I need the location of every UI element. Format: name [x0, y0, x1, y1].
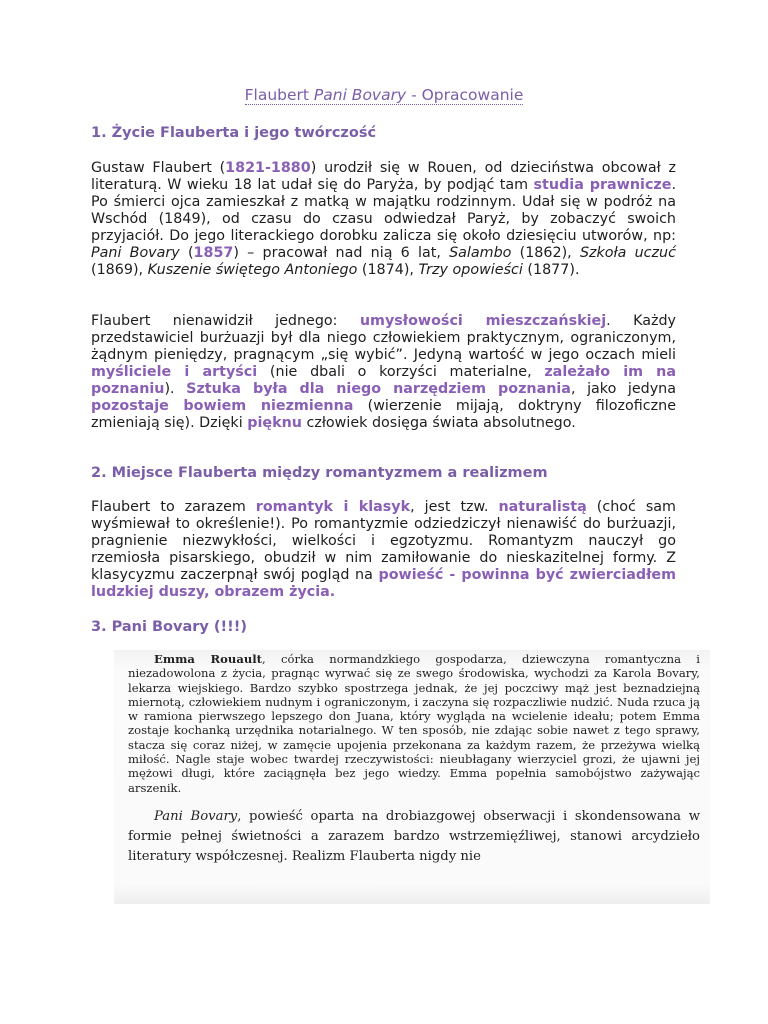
title-post: - Opracowanie [406, 86, 524, 104]
scan-paragraph-2 [114, 795, 710, 867]
highlight-term: zależało im na poznaniu [91, 364, 676, 397]
scan-italic-title: Pani Bovary [154, 808, 238, 824]
highlight-term: Sztuka była dla niego narzędziem poznania [186, 381, 571, 397]
text-run: ( [179, 245, 194, 261]
highlight-years: 1821-1880 [225, 160, 311, 176]
highlight-year: 1857 [193, 245, 234, 261]
text-run: (wierzenie mijają, doktryny filozoficzne zmieniają się). Dzięki [91, 398, 676, 431]
highlight-term: pozostaje bowiem niezmienna [91, 398, 354, 414]
section-1-paragraph-1 [91, 160, 676, 279]
text-run: . Po śmierci ojca zamieszkał z matką w majątku rodzinnym. Udał się w podróż na Wschód (1849), od czasu do czasu odwiedzał Paryż, by zobaczyć swoich przyjaciół. Do jego literackiego dorobku zalicza się około dziesięciu utworów, np: [91, 177, 676, 244]
italic-title: Szkoła uczuć [579, 245, 676, 261]
text-run: człowiek dosięga świata absolutnego. [301, 415, 576, 431]
document-title-link[interactable] [245, 86, 524, 105]
scanned-book-excerpt [114, 650, 710, 904]
title-pre: Flaubert [244, 86, 314, 104]
text-run: , powieść oparta na drobiazgowej obserwacji i skondensowana w formie pełnej świetności a zarazem bardzo wstrzemięźliwej, stanowi arcydzieło literatury współczesnej. Realizm Flauberta nigdy nie [128, 808, 700, 864]
section-2-paragraph-1 [91, 499, 676, 601]
highlight-term: romantyk i klasyk [255, 499, 411, 515]
italic-title: Trzy opowieści [418, 262, 523, 278]
scan-bold-name: Emma Rouault [154, 652, 263, 666]
section-2-heading: 2. Miejsce Flauberta między romantyzmem a realizmem [91, 465, 548, 481]
text-run: ) urodził się w Rouen, od dzieciństwa obcował z literaturą. W wieku 18 lat udał się do Paryża, by podjąć tam [91, 160, 676, 193]
section-1-paragraph-2 [91, 313, 676, 432]
italic-title: Pani Bovary [91, 245, 180, 261]
text-run: Gustaw Flaubert ( [91, 160, 226, 176]
document-title [0, 86, 768, 104]
text-run: Flaubert nienawidził jednego: [91, 313, 360, 329]
section-1-heading: 1. Życie Flauberta i jego twórczość [91, 125, 377, 141]
highlight-term: pięknu [247, 415, 302, 431]
text-run: . Każdy przedstawiciel burżuazji był dla niego człowiekiem praktycznym, ograniczonym, żądnym pieniędzy, pragnącym „się wybić”. Jedyną wartość w jego oczach mieli [91, 313, 677, 363]
text-run: ). [164, 381, 187, 397]
title-italic: Pani Bovary [313, 86, 407, 104]
italic-title: Salambo [449, 245, 512, 261]
text-run: Flaubert to zarazem [91, 499, 256, 515]
section-3-heading: 3. Pani Bovary (!!!) [91, 619, 248, 635]
text-run: , jest tzw. [410, 499, 499, 515]
highlight-term: powieść - powinna być zwierciadłem ludzkiej duszy, obrazem życia. [91, 567, 676, 600]
text-run: (1869), [91, 262, 148, 278]
italic-title: Kuszenie świętego Antoniego [147, 262, 358, 278]
text-run: (1862), [511, 245, 580, 261]
text-run: (choć sam wyśmiewał to określenie!). Po romantyzmie odziedziczył nienawiść do burżuazji, pragnienie niezwykłości, wielkości i egzotyzmu. Romantyzm nauczył go rzemiosła pisarskiego, obudził w nim zamiłowanie do nieskazitelnej formy. Z klasycyzmu zaczerpnął swój pogląd na [91, 499, 676, 583]
text-run: (nie dbali o korzyści materialne, [257, 364, 545, 380]
text-run: (1874), [357, 262, 419, 278]
highlight-law-studies: studia prawnicze [533, 177, 672, 193]
scanned-text [114, 650, 710, 867]
highlight-term: umysłowości mieszczańskiej [359, 313, 607, 329]
scan-paragraph-1 [114, 650, 710, 795]
highlight-term: myśliciele i artyści [91, 364, 258, 380]
text-run: , jako jedyna [570, 381, 677, 397]
highlight-term: naturalistą [498, 499, 587, 515]
text-run: ) – pracował nad nią 6 lat, [233, 245, 450, 261]
text-run: , córka normandzkiego gospodarza, dziewczyna romantyczna i niezadowolona z życia, pragnąc wyrwać się ze swego środowiska, wychodzi za Karola Bovary, lekarza wiejskiego. Bardzo szybko spostrzega jednak, że jej poczciwy mąż jest beznadziejną miernotą, człowiekiem nudnym i ograniczonym, i zaczyna się rozpaczliwie nudzić. Nuda rzuca ją w ramiona pierwszego lepszego don Juana, który wygląda na wcielenie ideału; potem Emma zostaje kochanką urzędnika notarialnego. W ten sposób, nie zdając sobie nawet z tego sprawy, stacza się coraz niżej, w zamęcie upojenia przekonana za każdym razem, że przeżywa wielką miłość. Nagle staje wobec twardej rzeczywistości: nieubłagany wierzyciel grozi, że ujawni jej mężowi długi, które zaciągnęła bez jego wiedzy. Emma popełnia samobójstwo zażywając arszenik. [128, 652, 700, 795]
text-run: (1877). [522, 262, 580, 278]
